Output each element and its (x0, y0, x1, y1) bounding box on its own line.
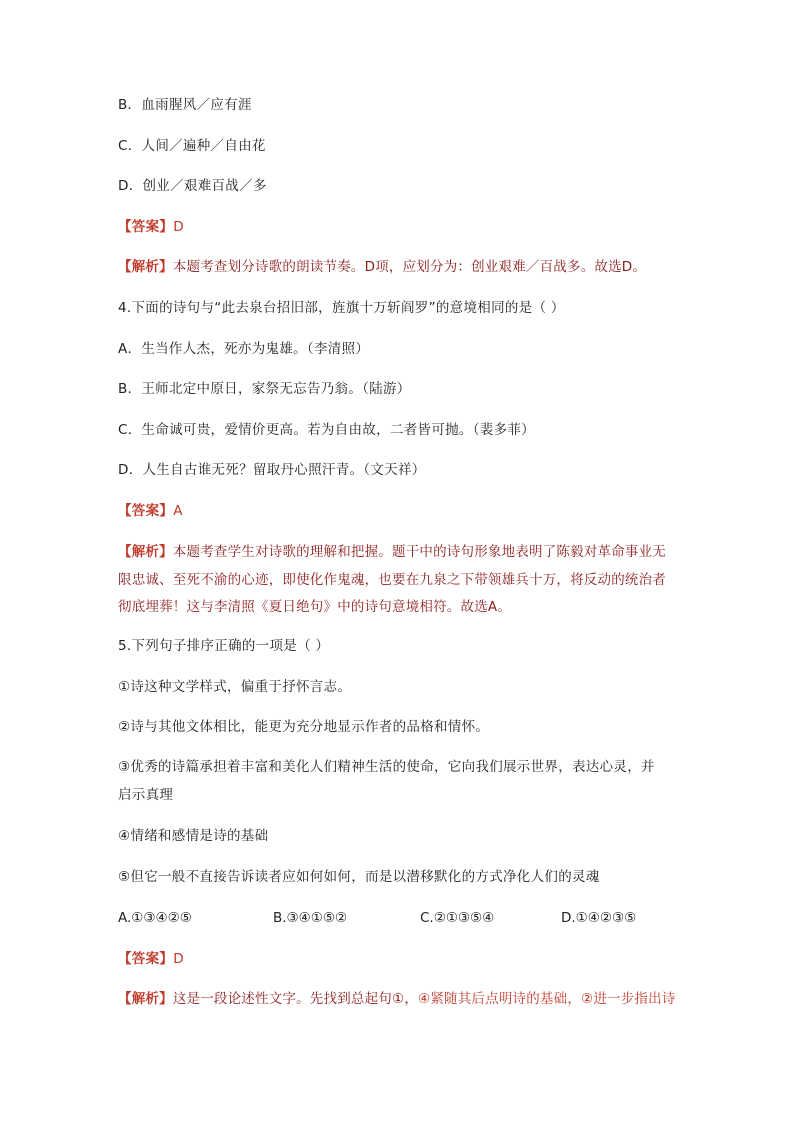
q3-option-b: B．血雨腥风／应有涯 (118, 97, 252, 113)
q4-answer (118, 502, 183, 520)
answer-label: 【答案】 (118, 219, 174, 235)
q4-option-d: D．人生自古谁无死？留取丹心照汗青。（文天祥） (118, 462, 426, 478)
answer-label: 【答案】 (118, 503, 174, 519)
q4-stem: 4.下面的诗句与“此去泉台招旧部，旌旗十万斩阎罗”的意境相同的是（ ） (118, 300, 565, 316)
q5-sentence-4: ④情绪和感情是诗的基础 (118, 828, 269, 844)
analysis-label: 【解析】 (118, 544, 173, 560)
q5-option-b: B.③④①⑤② (273, 910, 348, 926)
q4-option-b: B．王师北定中原日，家祭无忘告乃翁。（陆游） (118, 381, 411, 397)
q4-option-a: A．生当作人杰，死亦为鬼雄。（李清照） (118, 341, 370, 357)
analysis-label: 【解析】 (118, 991, 173, 1007)
q5-sentence-5: ⑤但它一般不直接告诉读者应如何如何，而是以潜移默化的方式净化人们的灵魂 (118, 869, 600, 885)
q5-stem: 5.下列句子排序正确的一项是（ ） (118, 638, 330, 654)
answer-label: 【答案】 (118, 951, 174, 967)
answer-value: D (173, 951, 184, 967)
q3-analysis (118, 258, 646, 276)
analysis-text: 本题考查学生对诗歌的理解和把握。题干中的诗句形象地表明了陈毅对革命事业无 (172, 544, 667, 560)
q4-option-c: C．生命诚可贵，爱情价更高。若为自由故，二者皆可抛。（裴多菲） (118, 422, 535, 438)
q5-option-d: D.①④②③⑤ (561, 910, 637, 926)
q5-analysis (118, 990, 676, 1008)
q5-sentence-2: ②诗与其他文体相比，能更为充分地显示作者的品格和情怀。 (118, 719, 490, 735)
q5-option-c: C.②①③⑤④ (420, 910, 495, 926)
q4-analysis-line-1 (118, 543, 666, 561)
q5-answer (118, 950, 184, 968)
q5-option-a: A.①③④②⑤ (118, 910, 192, 926)
analysis-text-2: ④紧随其后点明诗的基础，②进一步指出诗 (418, 991, 676, 1007)
q4-analysis-line-3: 彻底埋葬！这与李清照《夏日绝句》中的诗句意境相符。故选A。 (118, 599, 512, 615)
q5-sentence-3-line-2: 启示真理 (118, 787, 174, 803)
q3-option-d: D．创业／艰难百战／多 (118, 178, 267, 194)
answer-value: D (173, 219, 184, 235)
answer-value: A (173, 503, 183, 519)
analysis-label: 【解析】 (118, 259, 173, 275)
analysis-text-1: 这是一段论述性文字。先找到总起句①， (172, 991, 419, 1007)
analysis-text: 本题考查划分诗歌的朗读节奏。D项，应划分为：创业艰难／百战多。故选D。 (172, 259, 647, 275)
q4-analysis-line-2: 限忠诚、至死不渝的心迹，即使化作鬼魂，也要在九泉之下带领雄兵十万，将反动的统治者 (118, 572, 666, 588)
q5-sentence-1: ①诗这种文学样式，偏重于抒怀言志。 (118, 679, 352, 695)
q3-option-c: C．人间／遍种／自由花 (118, 138, 266, 154)
q3-answer (118, 218, 184, 236)
q5-sentence-3-line-1: ③优秀的诗篇承担着丰富和美化人们精神生活的使命，它向我们展示世界，表达心灵，并 (118, 759, 655, 775)
